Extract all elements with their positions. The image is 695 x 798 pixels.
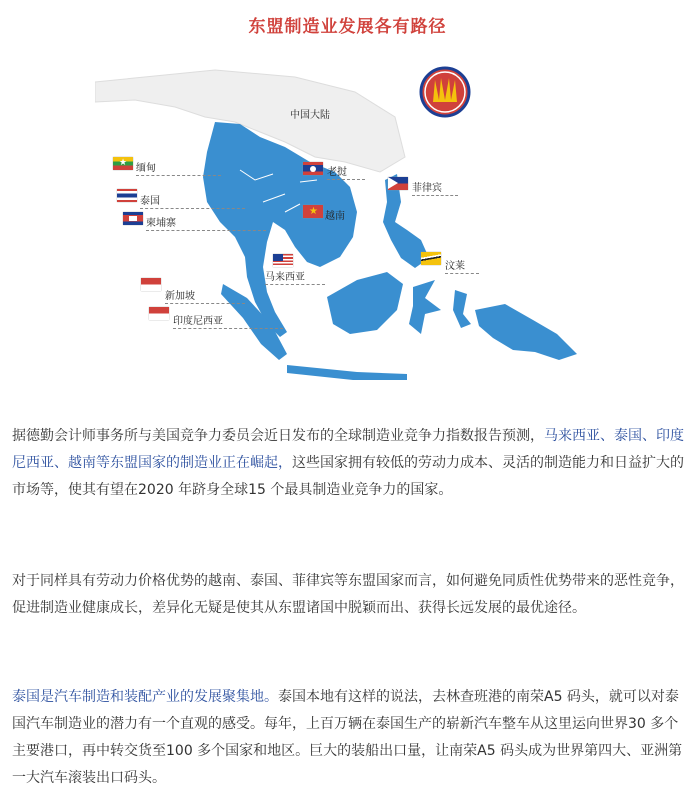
brunei-label: 汶莱: [445, 257, 479, 274]
cambodia-flag-icon: [123, 212, 143, 225]
paragraph-3-highlight: 泰国是汽车制造和装配产业的发展聚集地。: [12, 689, 278, 705]
paragraph-2-text: 对于同样具有劳动力价格优势的越南、泰国、菲律宾等东盟国家而言，如何避免同质性优势带来的恶性竞争，促进制造业健康成长，差异化无疑是使其从东盟诸国中脱颖而出、获得长远发展的最优途径。: [12, 573, 684, 616]
new-guinea-shape: [475, 304, 577, 360]
borneo-shape: [327, 272, 403, 334]
paragraph-3-text: 泰国本地有这样的说法，去林查班港的南荣A5 码头，就可以对泰国汽车制造业的潜力有一个直观的感受。每年，上百万辆在泰国生产的崭新汽车整车从这里运向世界30 多个主要港口，再中转交货至100 多个国家和地区。巨大的装船出口量，让南荣A5 码头成为世界第四大、亚洲第一大汽车滚装出口码头。: [12, 689, 683, 786]
asean-map: [95, 62, 595, 392]
malaysia-label: 马来西亚: [265, 268, 325, 285]
sulawesi-shape: [409, 280, 441, 334]
laos-label: 老挝: [327, 163, 365, 180]
brunei-flag-icon: [421, 252, 441, 265]
laos-flag-icon: [303, 162, 323, 175]
thailand-flag-icon: [117, 189, 137, 202]
myanmar-label: 缅甸: [136, 159, 221, 176]
malaysia-flag-icon: [273, 254, 293, 267]
asean-logo-icon: [421, 68, 469, 116]
paragraph-1-text-a: 据德勤会计师事务所与美国竞争力委员会近日发布的全球制造业竞争力指数报告预测，: [12, 428, 544, 444]
vietnam-label: 越南: [325, 211, 345, 222]
java-shape: [287, 365, 407, 380]
paragraph-2: [12, 568, 684, 622]
article-title: 东盟制造业发展各有路径: [248, 17, 447, 37]
paragraph-1-text-b: 这些国家拥有较低的劳动力成本、灵活的制造能力和日益扩大的市场等，使其有望在2020 年跻身全球15 个最具制造业竞争力的国家。: [12, 455, 684, 498]
philippines-label: 菲律宾: [412, 179, 458, 196]
cambodia-label: 柬埔寨: [146, 214, 266, 231]
maluku-shape: [453, 290, 471, 328]
singapore-label: 新加坡: [165, 287, 245, 304]
myanmar-flag-icon: ★: [113, 157, 133, 170]
philippines-flag-icon: [388, 177, 408, 190]
paragraph-1: [12, 423, 684, 504]
paragraph-1-highlight: 马来西亚、泰国、印度尼西亚、越南等东盟国家的制造业正在崛起，: [12, 428, 684, 471]
paragraph-3: [12, 684, 684, 792]
vietnam-flag-icon: ★: [303, 205, 323, 218]
indonesia-label: 印度尼西亚: [173, 312, 283, 329]
singapore-flag-icon: [141, 278, 161, 291]
china-label: 中国大陆: [290, 110, 330, 121]
indonesia-flag-icon: [149, 307, 169, 320]
thailand-label: 泰国: [140, 192, 245, 209]
